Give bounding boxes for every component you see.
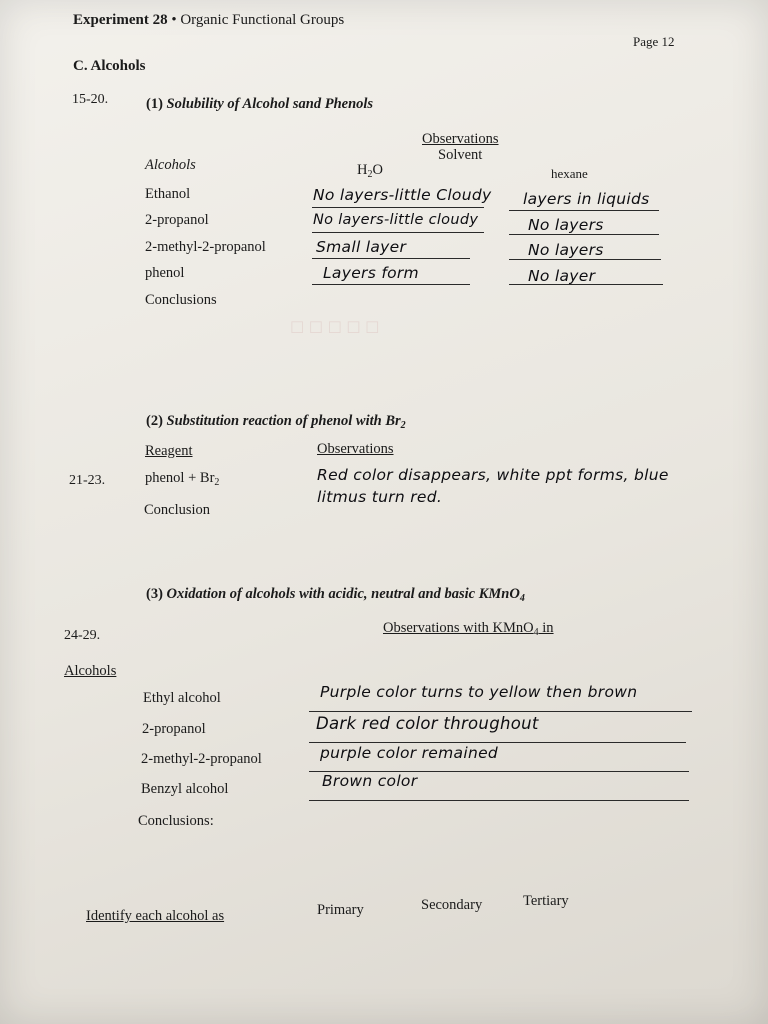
identify-label: Identify each alcohol as bbox=[86, 908, 225, 924]
question-number-21-23: 21-23. bbox=[69, 473, 106, 488]
kmno4-observation-2-methyl-2-propanol: purple color remained bbox=[320, 744, 499, 762]
alcohol-row-label: 2-methyl-2-propanol bbox=[141, 751, 262, 767]
part3-heading: (3) Oxidation of alcohols with acidic, neutral and basic KMnO$_4$ bbox=[146, 586, 525, 604]
answer-line bbox=[509, 210, 659, 211]
answer-line bbox=[312, 258, 470, 259]
answer-line bbox=[309, 742, 686, 743]
hexane-observation-ethanol: layers in liquids bbox=[523, 190, 650, 208]
water-observation-phenol: Layers form bbox=[323, 264, 419, 282]
experiment-title: Experiment 28 • Organic Functional Groups bbox=[73, 12, 345, 28]
alcohol-row-label: Ethyl alcohol bbox=[143, 690, 221, 706]
kmno4-observation-2-propanol: Dark red color throughout bbox=[316, 714, 539, 733]
kmno4-observation-ethyl-alcohol: Purple color turns to yellow then brown bbox=[320, 683, 638, 701]
alcohol-row-label: 2-propanol bbox=[142, 721, 206, 737]
answer-line bbox=[509, 259, 661, 260]
alcohol-row-label: 2-propanol bbox=[145, 212, 209, 228]
water-column-header: $H_2O$ bbox=[357, 162, 383, 180]
alcohol-row-label: phenol bbox=[145, 265, 185, 281]
option-primary: Primary bbox=[317, 902, 364, 918]
water-observation-ethanol: No layers-little Cloudy bbox=[313, 186, 492, 204]
part1-heading: (1) Solubility of Alcohol sand Phenols bbox=[146, 96, 374, 112]
hexane-column-header: hexane bbox=[551, 166, 588, 181]
answer-line bbox=[309, 800, 689, 801]
page-number: Page 12 bbox=[633, 34, 675, 49]
option-tertiary: Tertiary bbox=[523, 893, 569, 909]
answer-line bbox=[312, 207, 484, 208]
section-title: C. Alcohols bbox=[73, 58, 146, 74]
hexane-observation-phenol: No layer bbox=[528, 267, 596, 285]
alcohol-row-label: Ethanol bbox=[145, 186, 191, 202]
part2-heading: (2) Substitution reaction of phenol with $Br_2$ bbox=[146, 413, 406, 431]
part2-conclusion-label: Conclusion bbox=[144, 502, 211, 518]
question-number-24-29: 24-29. bbox=[64, 628, 101, 643]
water-observation-2-methyl-2-propanol: Small layer bbox=[316, 238, 407, 256]
option-secondary: Secondary bbox=[421, 897, 483, 913]
kmno4-observation-benzyl-alcohol: Brown color bbox=[322, 772, 418, 790]
hexane-observation-2-methyl-2-propanol: No layers bbox=[528, 241, 604, 259]
answer-line bbox=[509, 234, 659, 235]
kmno4-observations-heading: Observations with KMnO$_4$ in bbox=[383, 620, 554, 638]
part2-observations-heading: Observations bbox=[317, 441, 394, 457]
question-number-15-20: 15-20. bbox=[72, 92, 109, 107]
part2-observation-line1: Red color disappears, white ppt forms, blue bbox=[317, 466, 669, 484]
answer-line bbox=[312, 284, 470, 285]
water-observation-2-propanol: No layers-little cloudy bbox=[313, 212, 479, 228]
answer-line bbox=[312, 232, 484, 233]
solvent-heading: Solvent bbox=[438, 147, 483, 163]
answer-line bbox=[309, 711, 692, 712]
alcohols-column-header: Alcohols bbox=[145, 157, 196, 173]
hexane-observation-2-propanol: No layers bbox=[528, 216, 604, 234]
show-through-mark: ☐ ☐ ☐ ☐ ☐ bbox=[290, 320, 380, 337]
part1-conclusions-label: Conclusions bbox=[145, 292, 217, 308]
observations-heading: Observations bbox=[422, 131, 499, 147]
alcohol-row-label: 2-methyl-2-propanol bbox=[145, 239, 266, 255]
reagent-heading: Reagent bbox=[145, 443, 193, 459]
part3-conclusions-label: Conclusions: bbox=[138, 813, 214, 829]
alcohol-row-label: Benzyl alcohol bbox=[141, 781, 229, 797]
reagent-value: phenol + $Br_2$ bbox=[145, 470, 220, 488]
part2-observation-line2: litmus turn red. bbox=[317, 488, 443, 506]
part3-alcohols-heading: Alcohols bbox=[64, 663, 117, 679]
